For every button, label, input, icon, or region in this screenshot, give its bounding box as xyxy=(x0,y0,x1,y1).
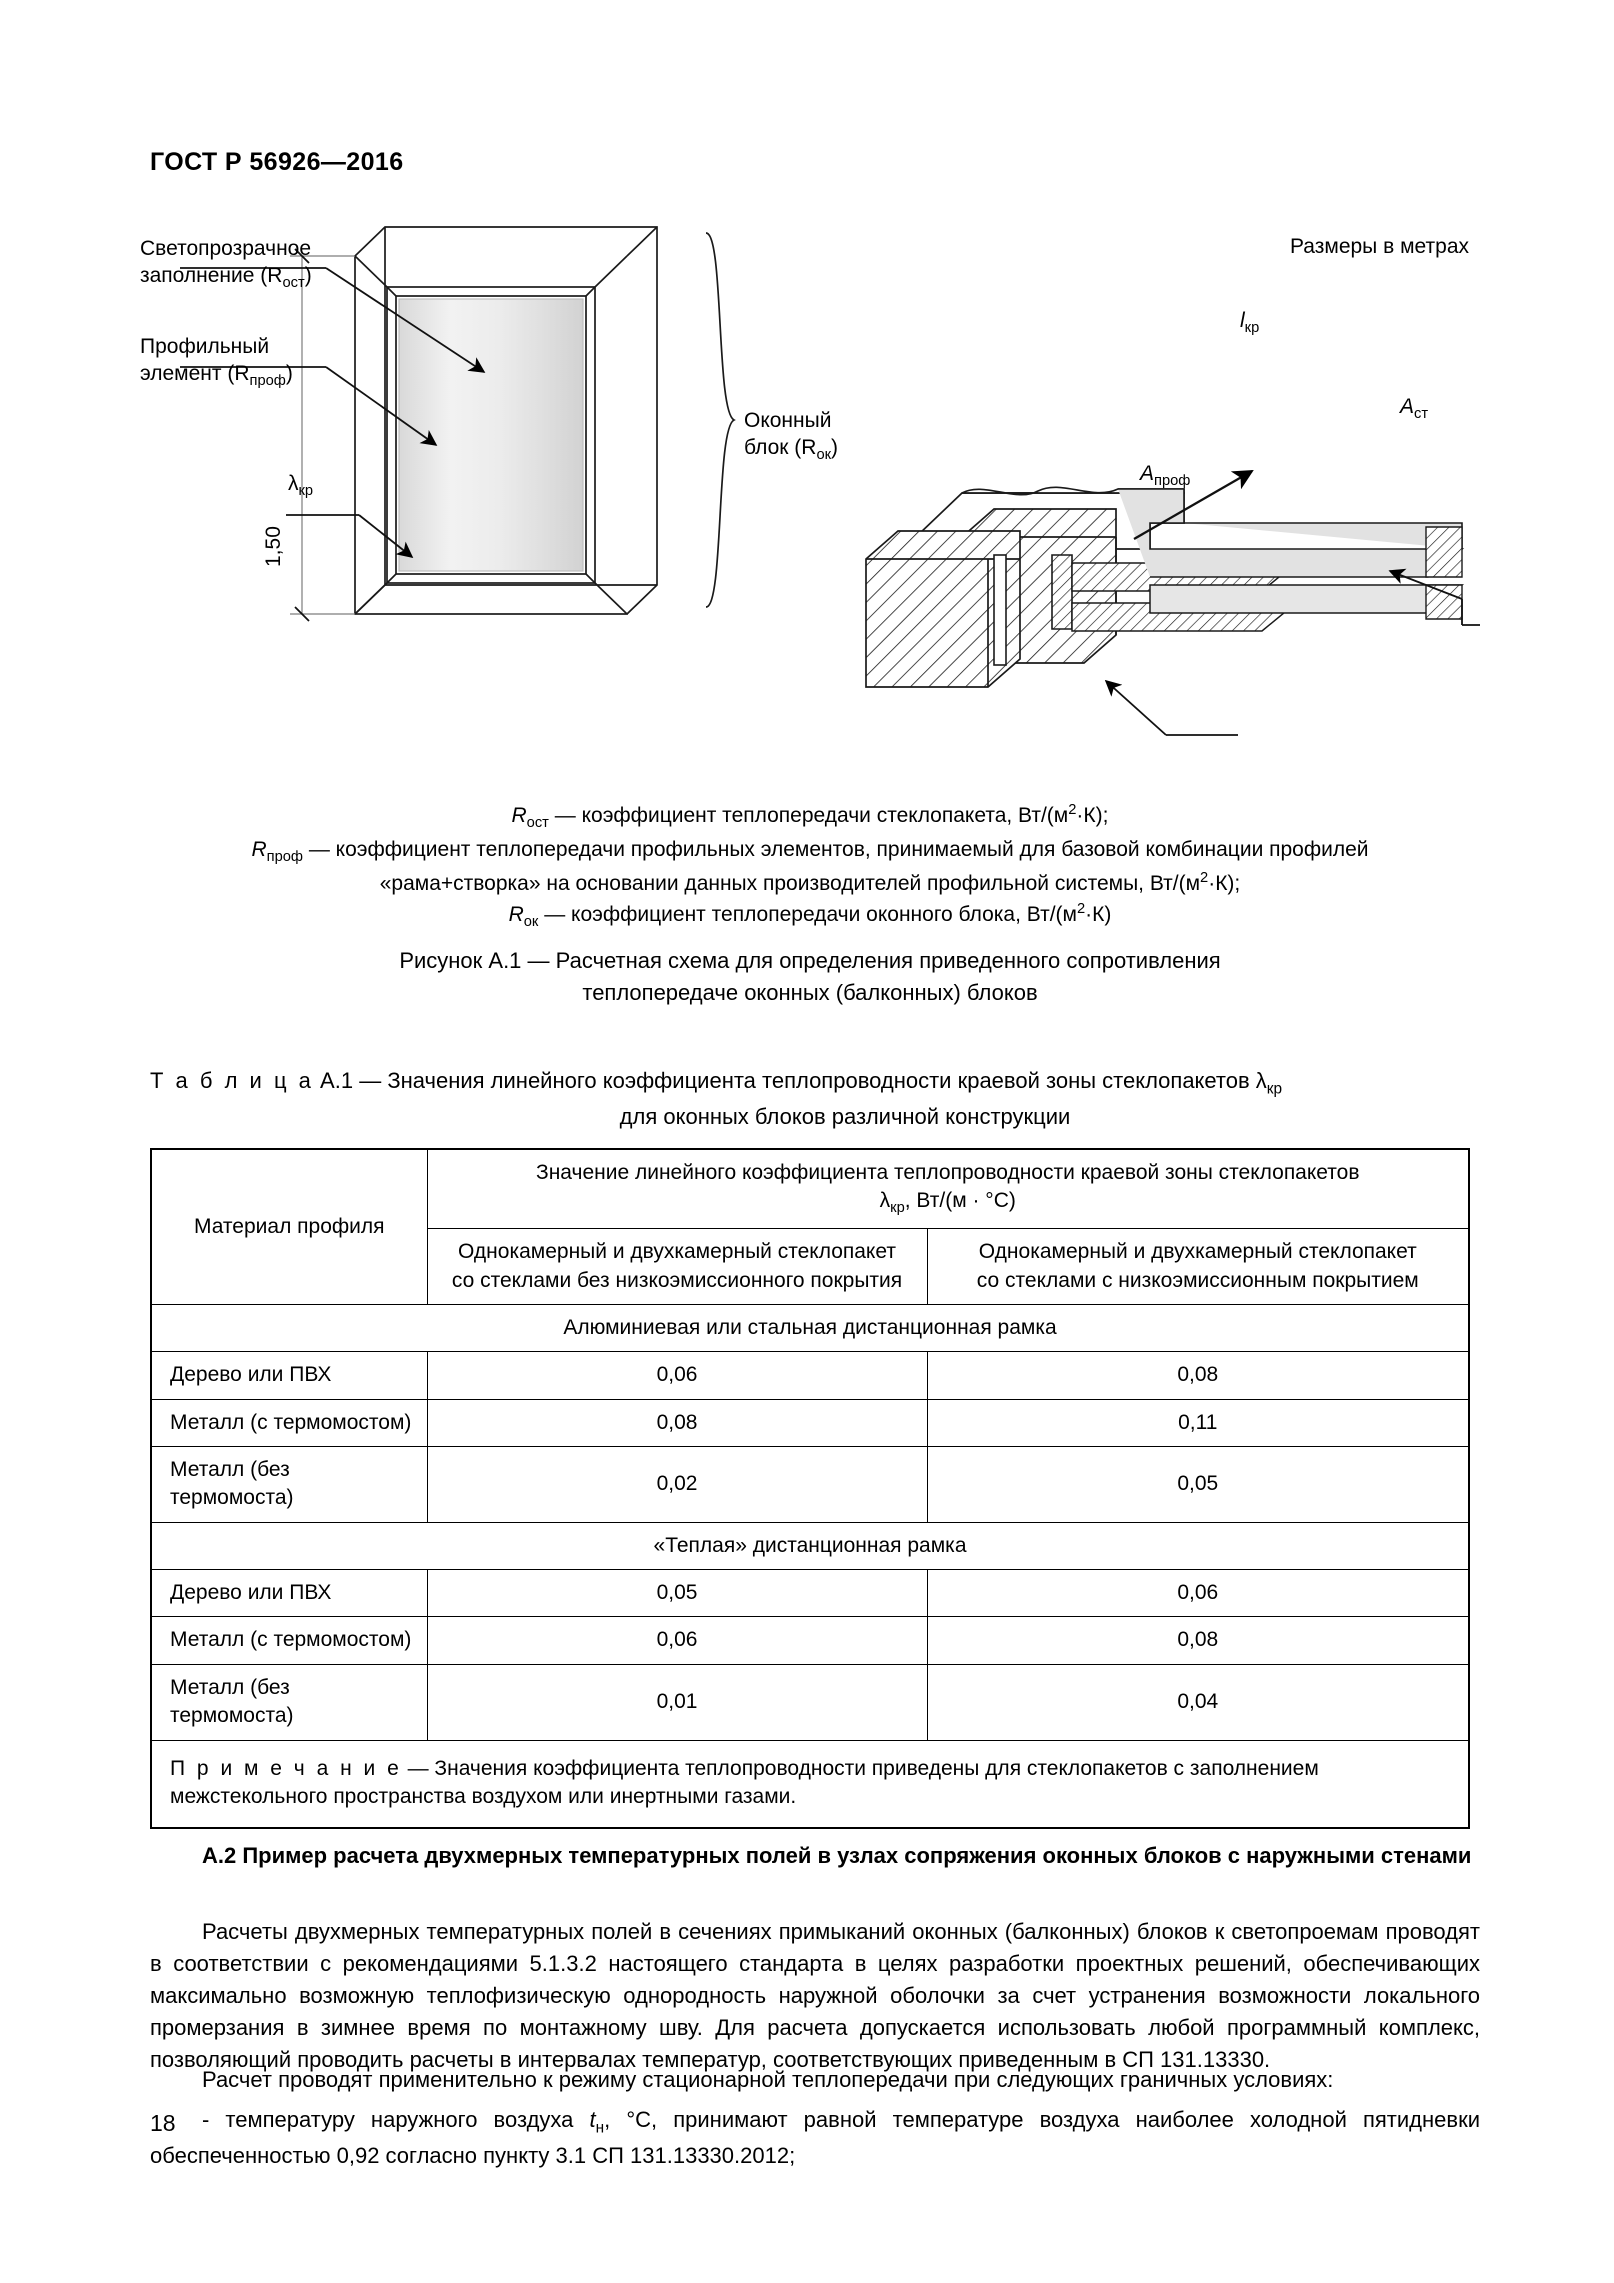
header-without-coating xyxy=(427,1229,927,1305)
section-a2-heading: А.2 Пример расчета двухмерных температурных полей в узлах сопряжения оконных блоков с наружными стенами xyxy=(202,1843,1472,1868)
cell-with-coating: 0,04 xyxy=(927,1664,1469,1740)
callout-a-prof: $A_{проф}$ xyxy=(1140,462,1191,490)
table-row xyxy=(151,1664,1469,1740)
header-without-coating-l2: со стеклами без низкоэмиссионного покрытия xyxy=(451,1268,903,1292)
header-spanning-line-1: Значение линейного коэффициента теплопроводности краевой зоны стеклопакетов xyxy=(536,1161,1360,1184)
header-with-coating-l2: со стеклами с низкоэмиссионным покрытием xyxy=(976,1268,1419,1292)
callout-profile-element: Профильный элемент $(R_{проф})$ xyxy=(140,335,293,390)
cell-with-coating: 0,08 xyxy=(927,1617,1469,1664)
header-spanning xyxy=(427,1149,1469,1229)
legend-line-3: «рама+створка» на основании данных производителей профильной системы, $Вт/(м^2\cdot К)$; xyxy=(379,870,1241,895)
window-block-brace xyxy=(706,233,734,607)
table-title-text: — Значения линейного коэффициента теплопроводности краевой зоны стеклопакетов λ xyxy=(359,1068,1267,1093)
paragraph-2: Расчет проводят применительно к режиму стационарной теплопередачи при следующих граничных условиях: xyxy=(202,2067,1334,2092)
figure-a1 xyxy=(140,215,1480,775)
header-with-coating-l1: Однокамерный и двухкамерный стеклопакет xyxy=(978,1240,1417,1264)
header-material-profile: Материал профиля xyxy=(151,1149,427,1305)
table-row xyxy=(151,1399,1469,1446)
figure-caption-line-2: теплопередаче оконных (балконных) блоков xyxy=(582,979,1038,1005)
dimension-height-1-50: 1,50 xyxy=(262,526,285,567)
cell-material: Дерево или ПВХ xyxy=(151,1570,427,1617)
table-row xyxy=(151,1570,1469,1617)
header-with-coating xyxy=(927,1229,1469,1305)
paragraph-3: - температуру наружного воздуха $t_н$, °С, принимают равной температуре воздуха наиболее холодной пятидневки обеспеченностью 0,92 согласно пункту 3.1 СП 131.13330.2012; xyxy=(150,2107,1480,2168)
figure-legend xyxy=(150,800,1470,934)
table-group-header xyxy=(151,1305,1469,1352)
cell-without-coating: 0,06 xyxy=(427,1352,927,1399)
cell-without-coating: 0,06 xyxy=(427,1617,927,1664)
cell-without-coating: 0,02 xyxy=(427,1447,927,1523)
legend-line-2: $R_{проф}$ — коэффициент теплопередачи профильных элементов, принимаемый для базовой комбинации профилей xyxy=(251,837,1369,865)
table-note xyxy=(151,1740,1469,1828)
group-label-warm: «Теплая» дистанционная рамка xyxy=(151,1522,1469,1569)
cell-material: Металл (с термомостом) xyxy=(151,1399,427,1446)
table-group-header xyxy=(151,1522,1469,1569)
group-label-aluminium: Алюминиевая или стальная дистанционная рамка xyxy=(151,1305,1469,1352)
table-title-label: Т а б л и ц а xyxy=(150,1068,314,1093)
legend-line-4: $R_{ок}$ — коэффициент теплопередачи оконного блока, $Вт/(м^2\cdot К)$ xyxy=(508,901,1112,931)
table-a1 xyxy=(150,1148,1470,1829)
table-row xyxy=(151,1447,1469,1523)
cell-with-coating: 0,11 xyxy=(927,1399,1469,1446)
table-note-label: П р и м е ч а н и е xyxy=(170,1756,402,1780)
cell-material: Дерево или ПВХ xyxy=(151,1352,427,1399)
figure-caption-line-1: Рисунок А.1 — Расчетная схема для определения приведенного сопротивления xyxy=(399,948,1221,973)
header-without-coating-l1: Однокамерный и двухкамерный стеклопакет xyxy=(458,1240,896,1264)
callout-a-st: $A_{ст}$ xyxy=(1400,395,1429,423)
cell-with-coating: 0,06 xyxy=(927,1570,1469,1617)
callout-translucent-filling: Светопрозрачное заполнение $(R_{ост})$ xyxy=(140,237,312,292)
cell-material: Металл (с термомостом) xyxy=(151,1617,427,1664)
table-note-row xyxy=(151,1740,1469,1828)
cell-material: Металл (без термомоста) xyxy=(151,1447,427,1523)
cell-without-coating: 0,01 xyxy=(427,1664,927,1740)
table-title-line-2: для оконных блоков различной конструкции xyxy=(619,1103,1071,1129)
header-spanning-line-2: $\lambda_{кр}$, Вт/(м · °С) xyxy=(879,1189,1016,1217)
table-row xyxy=(151,1352,1469,1399)
dimensions-unit-note: Размеры в метрах xyxy=(1290,235,1469,258)
table-header-row-1 xyxy=(151,1149,1469,1229)
table-title-number: А.1 xyxy=(320,1068,354,1093)
legend-line-1: $R_{ост}$ — коэффициент теплопередачи стеклопакета, $Вт/(м^2\cdot К)$; xyxy=(511,802,1109,832)
paragraph-1: Расчеты двухмерных температурных полей в сечениях примыканий оконных (балконных) блоков к светопроемам проводят в соответствии с рекомендациями 5.1.3.2 настоящего стандарта в целях разработки проектных решений, обеспечивающих максимально возможную теплофизическую однородность наружной оболочки за счет устранения возможности локального промерзания в зимнее время по монтажному шву. Для расчета допускается использовать любой программный комплекс, позволяющий проводить расчеты в интервалах температур, соответствующих приведенным в СП 131.13330. xyxy=(150,1919,1480,2073)
table-note-text: — Значения коэффициента теплопроводности приведены для стеклопакетов с заполнением межстекольного пространства воздухом или инертными газами. xyxy=(170,1756,1319,1808)
page-number: 18 xyxy=(150,2110,176,2136)
figure-caption xyxy=(150,945,1470,1009)
cell-with-coating: 0,05 xyxy=(927,1447,1469,1523)
cell-with-coating: 0,08 xyxy=(927,1352,1469,1399)
table-row xyxy=(151,1617,1469,1664)
cell-without-coating: 0,05 xyxy=(427,1570,927,1617)
figure-a1-drawing xyxy=(140,215,1480,775)
table-title: Т а б л и ц а А.1 — Значения линейного коэффициента теплопроводности краевой зоны стеклопакетов $\lambda_{кр}$ для оконных блоков различной конструкции xyxy=(150,1065,1480,1133)
page-header-standard-number: ГОСТ Р 56926—2016 xyxy=(150,148,404,176)
callout-lambda-kr: $\lambda_{кр}$ xyxy=(288,472,314,500)
callout-l-kr: $l_{кр}$ xyxy=(1240,309,1260,337)
callout-window-block: Оконный блок $(R_{ок})$ xyxy=(744,409,839,464)
cell-without-coating: 0,08 xyxy=(427,1399,927,1446)
cell-material: Металл (без термомоста) xyxy=(151,1664,427,1740)
